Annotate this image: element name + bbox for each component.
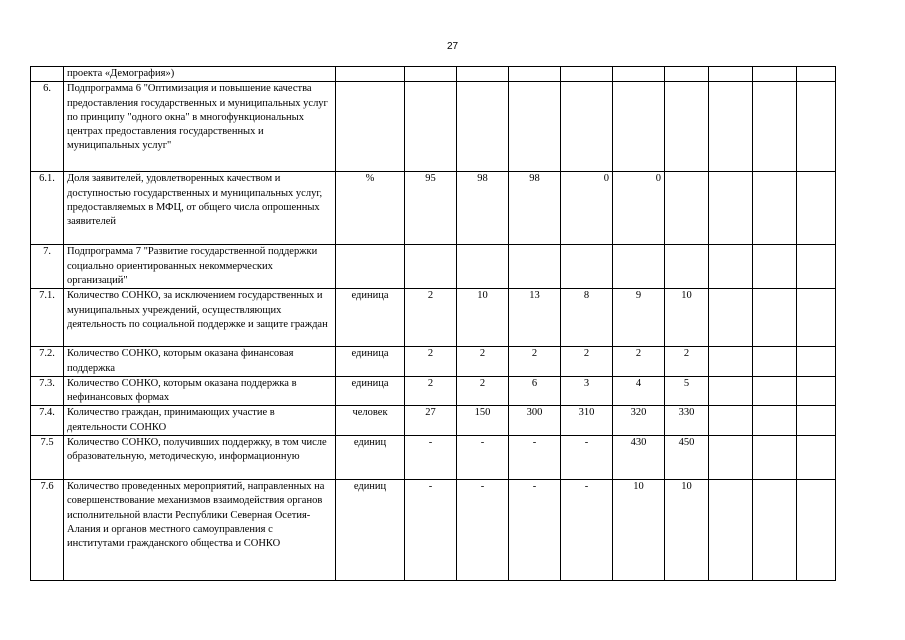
unit-cell: единиц [336, 436, 405, 480]
value-cell [613, 67, 665, 82]
value-cell: 10 [457, 289, 509, 347]
table-row [31, 436, 875, 480]
value-cell [457, 245, 509, 289]
table-row [31, 289, 875, 347]
value-cell: 330 [665, 406, 709, 436]
value-cell [797, 172, 836, 245]
value-cell: 450 [665, 436, 709, 480]
row-number: 7.1. [31, 289, 64, 347]
unit-cell: % [336, 172, 405, 245]
value-cell: 150 [457, 406, 509, 436]
value-cell: 10 [665, 480, 709, 581]
indicator-name: Доля заявителей, удовлетворенных качеством и доступностью государственных и муниципальных услуг, предоставляемых в МФЦ, от общего числа опрошенных заявителей [64, 172, 336, 245]
value-cell: 0 [613, 172, 665, 245]
value-cell [405, 82, 457, 172]
value-cell [561, 245, 613, 289]
value-cell [753, 480, 797, 581]
value-cell [709, 436, 753, 480]
value-cell: 310 [561, 406, 613, 436]
value-cell [709, 245, 753, 289]
value-cell: - [509, 436, 561, 480]
indicator-name: проекта «Демография») [64, 67, 336, 82]
value-cell: 8 [561, 289, 613, 347]
value-cell: 4 [613, 376, 665, 406]
value-cell [457, 82, 509, 172]
value-cell: 2 [665, 347, 709, 377]
indicator-name: Количество проведенных мероприятий, направленных на совершенствование механизмов взаимодействия органов исполнительной власти Республики Северная Осетия-Алания и органов местного самоуправления с институтами гражданского общества и СОНКО [64, 480, 336, 581]
indicator-name: Количество СОНКО, которым оказана поддержка в нефинансовых формах [64, 376, 336, 406]
unit-cell [336, 67, 405, 82]
value-cell [613, 82, 665, 172]
value-cell: - [457, 436, 509, 480]
unit-cell: единица [336, 376, 405, 406]
value-cell: - [509, 480, 561, 581]
value-cell [797, 67, 836, 82]
value-cell [405, 245, 457, 289]
table-row [31, 480, 875, 581]
value-cell [797, 289, 836, 347]
value-cell [797, 480, 836, 581]
value-cell: - [405, 436, 457, 480]
value-cell [753, 172, 797, 245]
value-cell: 10 [665, 289, 709, 347]
value-cell: 98 [457, 172, 509, 245]
value-cell [665, 82, 709, 172]
unit-cell: единица [336, 347, 405, 377]
value-cell [753, 436, 797, 480]
value-cell: 5 [665, 376, 709, 406]
value-cell: 320 [613, 406, 665, 436]
value-cell [665, 172, 709, 245]
row-number: 7.3. [31, 376, 64, 406]
row-number: 7.5 [31, 436, 64, 480]
value-cell [797, 347, 836, 377]
value-cell: 2 [457, 347, 509, 377]
value-cell: 6 [509, 376, 561, 406]
value-cell [709, 347, 753, 377]
row-number: 6. [31, 82, 64, 172]
page-number: 27 [446, 41, 459, 52]
unit-cell: единица [336, 289, 405, 347]
value-cell [797, 406, 836, 436]
value-cell: 3 [561, 376, 613, 406]
value-cell [709, 82, 753, 172]
value-cell [753, 347, 797, 377]
value-cell [753, 406, 797, 436]
value-cell [709, 289, 753, 347]
value-cell: 300 [509, 406, 561, 436]
table-row [31, 406, 875, 436]
value-cell: 2 [457, 376, 509, 406]
unit-cell: единиц [336, 480, 405, 581]
table-row [31, 82, 875, 172]
value-cell [709, 67, 753, 82]
value-cell: 0 [561, 172, 613, 245]
value-cell: 2 [405, 289, 457, 347]
value-cell: 2 [405, 376, 457, 406]
indicator-name: Подпрограмма 7 "Развитие государственной поддержки социально ориентированных некоммерческих организаций" [64, 245, 336, 289]
unit-cell [336, 82, 405, 172]
value-cell [509, 67, 561, 82]
value-cell [709, 172, 753, 245]
value-cell [797, 82, 836, 172]
value-cell [797, 376, 836, 406]
value-cell: 2 [405, 347, 457, 377]
value-cell [709, 376, 753, 406]
row-number: 6.1. [31, 172, 64, 245]
value-cell: 430 [613, 436, 665, 480]
value-cell [561, 82, 613, 172]
indicator-name: Количество СОНКО, которым оказана финансовая поддержка [64, 347, 336, 377]
value-cell: 9 [613, 289, 665, 347]
value-cell [665, 67, 709, 82]
table-row [31, 347, 875, 377]
value-cell: 2 [561, 347, 613, 377]
row-number: 7. [31, 245, 64, 289]
value-cell: 98 [509, 172, 561, 245]
value-cell [509, 82, 561, 172]
value-cell [753, 245, 797, 289]
row-number [31, 67, 64, 82]
indicator-name: Количество граждан, принимающих участие в деятельности СОНКО [64, 406, 336, 436]
value-cell [561, 67, 613, 82]
value-cell [613, 245, 665, 289]
unit-cell [336, 245, 405, 289]
indicator-name: Подпрограмма 6 "Оптимизация и повышение качества предоставления государственных и муниципальных услуг по принципу "одного окна" в многофункциональных центрах предоставления государственных и муниципальных услуг" [64, 82, 336, 172]
value-cell: - [561, 436, 613, 480]
value-cell: 27 [405, 406, 457, 436]
row-number: 7.6 [31, 480, 64, 581]
table-row [31, 376, 875, 406]
value-cell [797, 245, 836, 289]
value-cell: 10 [613, 480, 665, 581]
value-cell: 2 [613, 347, 665, 377]
value-cell [405, 67, 457, 82]
value-cell: 95 [405, 172, 457, 245]
indicator-name: Количество СОНКО, получивших поддержку, в том числе образовательную, методическую, информационную [64, 436, 336, 480]
value-cell [753, 67, 797, 82]
row-number: 7.4. [31, 406, 64, 436]
value-cell [753, 376, 797, 406]
value-cell: - [405, 480, 457, 581]
value-cell [709, 480, 753, 581]
value-cell: 2 [509, 347, 561, 377]
value-cell [797, 436, 836, 480]
row-number: 7.2. [31, 347, 64, 377]
value-cell: - [457, 480, 509, 581]
unit-cell: человек [336, 406, 405, 436]
indicators-table [30, 66, 875, 581]
value-cell: 13 [509, 289, 561, 347]
value-cell [753, 82, 797, 172]
value-cell: - [561, 480, 613, 581]
value-cell [457, 67, 509, 82]
table-row [31, 172, 875, 245]
value-cell [709, 406, 753, 436]
value-cell [665, 245, 709, 289]
table-row [31, 245, 875, 289]
indicator-name: Количество СОНКО, за исключением государственных и муниципальных учреждений, осуществляющих деятельность по социальной поддержке и защите граждан [64, 289, 336, 347]
table-row [31, 67, 875, 82]
value-cell [509, 245, 561, 289]
value-cell [753, 289, 797, 347]
